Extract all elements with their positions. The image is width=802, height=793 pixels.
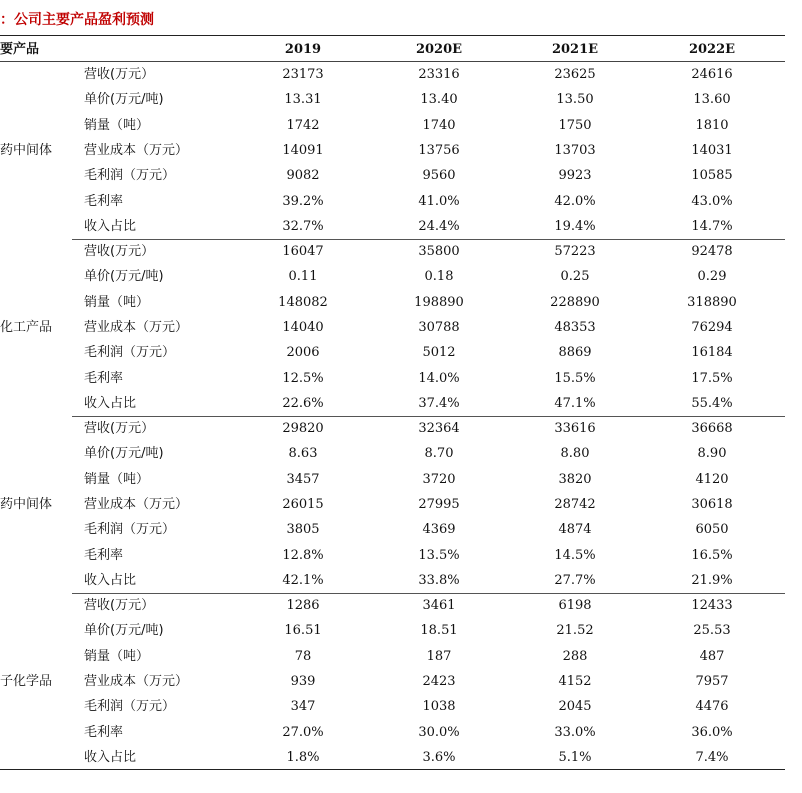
table-cell: 4874 bbox=[558, 522, 592, 538]
table-cell: 6198 bbox=[558, 598, 592, 613]
table-cell: 37.4% bbox=[418, 395, 460, 411]
table-cell: 2423 bbox=[422, 673, 456, 689]
table-cell: 13.31 bbox=[284, 92, 322, 108]
group-separator bbox=[72, 593, 785, 594]
table-row bbox=[0, 644, 785, 669]
table-row bbox=[0, 543, 785, 568]
table-cell: 3820 bbox=[558, 471, 592, 487]
metric-label: 毛利率 bbox=[84, 547, 124, 563]
table-cell: 9560 bbox=[422, 168, 456, 184]
table-cell: 32364 bbox=[418, 421, 460, 436]
table-cell: 33.8% bbox=[418, 572, 460, 588]
table-cell: 78 bbox=[294, 648, 312, 664]
table-cell: 187 bbox=[426, 648, 452, 664]
metric-label: 毛利率 bbox=[84, 193, 124, 209]
table-cell: 3805 bbox=[286, 522, 320, 538]
table-cell: 42.0% bbox=[554, 193, 596, 209]
table-cell: 19.4% bbox=[554, 218, 596, 234]
table-cell: 41.0% bbox=[418, 193, 460, 209]
table-cell: 487 bbox=[699, 648, 725, 664]
table-row bbox=[0, 366, 785, 391]
table-cell: 15.5% bbox=[554, 370, 596, 386]
table-cell: 288 bbox=[562, 648, 588, 664]
table-cell: 939 bbox=[290, 673, 316, 689]
table-cell: 14.7% bbox=[691, 218, 733, 234]
table-cell: 55.4% bbox=[691, 395, 733, 411]
metric-label: 营收(万元） bbox=[84, 598, 155, 613]
table-cell: 13.60 bbox=[693, 92, 731, 108]
table-cell: 7957 bbox=[695, 673, 729, 689]
table-cell: 14.5% bbox=[554, 547, 596, 563]
metric-label: 销量（吨） bbox=[84, 648, 150, 664]
table-cell: 3.6% bbox=[422, 749, 456, 765]
table-cell: 1742 bbox=[286, 117, 320, 133]
table-cell: 4152 bbox=[558, 673, 592, 689]
group-separator bbox=[72, 416, 785, 417]
top-rule bbox=[0, 35, 785, 36]
table-cell: 48353 bbox=[554, 319, 596, 335]
table-cell: 26015 bbox=[282, 496, 324, 512]
table-cell: 29820 bbox=[282, 421, 324, 436]
table-cell: 23625 bbox=[554, 67, 596, 82]
table-cell: 23316 bbox=[418, 67, 460, 82]
table-cell: 39.2% bbox=[282, 193, 324, 209]
table-cell: 228890 bbox=[550, 294, 600, 310]
metric-label: 单价(万元/吨) bbox=[84, 623, 164, 639]
metric-label: 毛利润（万元） bbox=[84, 522, 176, 538]
metric-label: 收入占比 bbox=[84, 218, 137, 234]
metric-label: 营收(万元） bbox=[84, 244, 155, 259]
table-cell: 0.18 bbox=[424, 269, 454, 285]
table-cell: 18.51 bbox=[420, 623, 458, 639]
table-cell: 14091 bbox=[282, 142, 324, 158]
header-year-2020e: 2020E bbox=[415, 42, 463, 57]
table-cell: 16.51 bbox=[284, 623, 322, 639]
table-cell: 36668 bbox=[691, 421, 733, 436]
table-row bbox=[0, 441, 785, 466]
table-cell: 1038 bbox=[422, 699, 456, 715]
table-cell: 318890 bbox=[687, 294, 737, 310]
table-cell: 35800 bbox=[418, 244, 460, 259]
table-cell: 5012 bbox=[422, 345, 456, 361]
metric-label: 单价(万元/吨) bbox=[84, 92, 164, 108]
table-cell: 36.0% bbox=[691, 724, 733, 740]
table-cell: 92478 bbox=[691, 244, 733, 259]
metric-label: 销量（吨） bbox=[84, 117, 150, 133]
table-cell: 13.50 bbox=[556, 92, 594, 108]
table-cell: 28742 bbox=[554, 496, 596, 512]
table-row bbox=[0, 467, 785, 492]
table-cell: 4369 bbox=[422, 522, 456, 538]
table-row bbox=[0, 568, 785, 593]
table-cell: 0.25 bbox=[560, 269, 590, 285]
table-cell: 14.0% bbox=[418, 370, 460, 386]
table-cell: 24.4% bbox=[418, 218, 460, 234]
table-row bbox=[0, 416, 785, 441]
table-cell: 2045 bbox=[558, 699, 592, 715]
table-cell: 23173 bbox=[282, 67, 324, 82]
table-title: ：公司主要产品盈利预测 bbox=[0, 12, 154, 28]
table-cell: 76294 bbox=[691, 319, 733, 335]
table-row bbox=[0, 138, 785, 163]
table-row bbox=[0, 264, 785, 289]
table-cell: 8.70 bbox=[424, 446, 454, 462]
metric-label: 单价(万元/吨) bbox=[84, 269, 164, 285]
table-cell: 21.9% bbox=[691, 572, 733, 588]
table-cell: 1810 bbox=[695, 117, 729, 133]
table-row bbox=[0, 745, 785, 770]
table-row bbox=[0, 340, 785, 365]
table-cell: 9923 bbox=[558, 168, 592, 184]
table-cell: 8.63 bbox=[288, 446, 318, 462]
metric-label: 营业成本（万元） bbox=[84, 496, 189, 512]
table-cell: 0.29 bbox=[697, 269, 727, 285]
table-cell: 13703 bbox=[554, 142, 596, 158]
header-product: 要产品 bbox=[0, 42, 40, 57]
table-row bbox=[0, 290, 785, 315]
metric-label: 收入占比 bbox=[84, 395, 137, 411]
table-cell: 14031 bbox=[691, 142, 733, 158]
table-cell: 16184 bbox=[691, 345, 733, 361]
table-row bbox=[0, 189, 785, 214]
metric-label: 收入占比 bbox=[84, 749, 137, 765]
table-cell: 57223 bbox=[554, 244, 596, 259]
table-cell: 8.90 bbox=[697, 446, 727, 462]
table-cell: 1740 bbox=[422, 117, 456, 133]
product-group bbox=[0, 239, 785, 416]
table-cell: 30.0% bbox=[418, 724, 460, 740]
product-group-name: 化工产品 bbox=[0, 320, 53, 335]
table-row bbox=[0, 391, 785, 416]
bottom-rule bbox=[0, 769, 785, 770]
table-row bbox=[0, 669, 785, 694]
header-year-2021e: 2021E bbox=[551, 42, 599, 57]
metric-label: 毛利润（万元） bbox=[84, 345, 176, 361]
table-cell: 13.40 bbox=[420, 92, 458, 108]
header-year-2022e: 2022E bbox=[688, 42, 736, 57]
metric-label: 毛利润（万元） bbox=[84, 699, 176, 715]
table-cell: 14040 bbox=[282, 319, 324, 335]
table-cell: 25.53 bbox=[693, 623, 731, 639]
table-row bbox=[0, 163, 785, 188]
metric-label: 销量（吨） bbox=[84, 294, 150, 310]
table-cell: 42.1% bbox=[282, 572, 324, 588]
table-row bbox=[0, 618, 785, 643]
table-cell: 21.52 bbox=[556, 623, 594, 639]
metric-label: 单价(万元/吨) bbox=[84, 446, 164, 462]
metric-label: 营业成本（万元） bbox=[84, 673, 189, 689]
metric-label: 营业成本（万元） bbox=[84, 319, 189, 335]
table-cell: 1286 bbox=[286, 598, 320, 613]
table-cell: 32.7% bbox=[282, 218, 324, 234]
table-cell: 10585 bbox=[691, 168, 733, 184]
table-row bbox=[0, 239, 785, 264]
table-cell: 4476 bbox=[695, 699, 729, 715]
table-cell: 0.11 bbox=[288, 269, 318, 285]
table-row bbox=[0, 62, 785, 87]
product-group-name: 药中间体 bbox=[0, 497, 53, 512]
table-cell: 9082 bbox=[286, 168, 320, 184]
table-cell: 3457 bbox=[286, 471, 320, 487]
table-cell: 148082 bbox=[278, 294, 328, 310]
table-cell: 33616 bbox=[554, 421, 596, 436]
table-cell: 33.0% bbox=[554, 724, 596, 740]
metric-label: 销量（吨） bbox=[84, 471, 150, 487]
metric-label: 毛利润（万元） bbox=[84, 168, 176, 184]
header-year-2019: 2019 bbox=[284, 42, 322, 57]
metric-label: 营收(万元） bbox=[84, 67, 155, 82]
table-cell: 12.5% bbox=[282, 370, 324, 386]
table-cell: 5.1% bbox=[558, 749, 592, 765]
table-cell: 13756 bbox=[418, 142, 460, 158]
table-cell: 4120 bbox=[695, 471, 729, 487]
table-row bbox=[0, 214, 785, 239]
table-cell: 1.8% bbox=[286, 749, 320, 765]
table-cell: 347 bbox=[290, 699, 316, 715]
table-row bbox=[0, 113, 785, 138]
product-group bbox=[0, 593, 785, 770]
table-cell: 1750 bbox=[558, 117, 592, 133]
table-cell: 12.8% bbox=[282, 547, 324, 563]
table-row bbox=[0, 315, 785, 340]
table-cell: 17.5% bbox=[691, 370, 733, 386]
table-cell: 3720 bbox=[422, 471, 456, 487]
table-cell: 8869 bbox=[558, 345, 592, 361]
table-cell: 22.6% bbox=[282, 395, 324, 411]
metric-label: 营业成本（万元） bbox=[84, 142, 189, 158]
table-cell: 16.5% bbox=[691, 547, 733, 563]
table-row bbox=[0, 517, 785, 542]
product-group bbox=[0, 62, 785, 239]
table-cell: 6050 bbox=[695, 522, 729, 538]
metric-label: 收入占比 bbox=[84, 572, 137, 588]
table-cell: 3461 bbox=[422, 598, 456, 613]
metric-label: 毛利率 bbox=[84, 724, 124, 740]
table-cell: 27.7% bbox=[554, 572, 596, 588]
metric-label: 毛利率 bbox=[84, 370, 124, 386]
product-group-name: 子化学品 bbox=[0, 674, 53, 689]
table-header-row bbox=[0, 37, 785, 62]
table-cell: 7.4% bbox=[695, 749, 729, 765]
table-cell: 2006 bbox=[286, 345, 320, 361]
table-row bbox=[0, 492, 785, 517]
group-separator bbox=[72, 239, 785, 240]
table-cell: 30788 bbox=[418, 319, 460, 335]
table-cell: 12433 bbox=[691, 598, 733, 613]
table-cell: 27.0% bbox=[282, 724, 324, 740]
table-cell: 8.80 bbox=[560, 446, 590, 462]
table-cell: 24616 bbox=[691, 67, 733, 82]
table-cell: 13.5% bbox=[418, 547, 460, 563]
table-row bbox=[0, 694, 785, 719]
table-cell: 43.0% bbox=[691, 193, 733, 209]
table-cell: 198890 bbox=[414, 294, 464, 310]
product-group bbox=[0, 416, 785, 593]
table-cell: 30618 bbox=[691, 496, 733, 512]
product-group-name: 药中间体 bbox=[0, 143, 53, 158]
table-row bbox=[0, 87, 785, 112]
table-cell: 27995 bbox=[418, 496, 460, 512]
table-row bbox=[0, 720, 785, 745]
table-row bbox=[0, 593, 785, 618]
table-cell: 47.1% bbox=[554, 395, 596, 411]
table-cell: 16047 bbox=[282, 244, 324, 259]
metric-label: 营收(万元） bbox=[84, 421, 155, 436]
